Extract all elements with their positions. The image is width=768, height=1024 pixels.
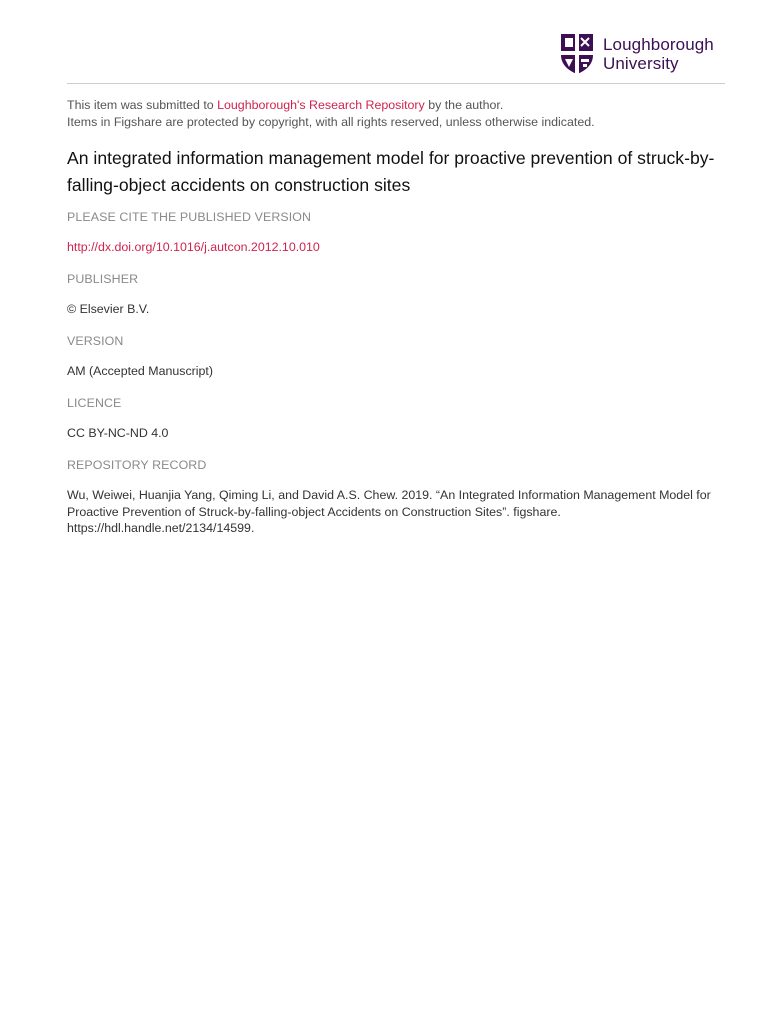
university-logo [560,33,714,75]
notice-suffix: by the author. [424,98,504,112]
repository-record-label: REPOSITORY RECORD [67,458,207,472]
logo-line-1: Loughborough [603,35,714,54]
notice-line-1 [67,97,595,114]
university-wordmark [603,35,714,73]
publisher-label: PUBLISHER [67,272,139,286]
submission-notice [67,97,595,131]
logo-line-2: University [603,54,679,73]
version-value: AM (Accepted Manuscript) [67,364,213,378]
licence-value: CC BY-NC-ND 4.0 [67,426,169,440]
item-title: An integrated information management model for proactive prevention of struck-by-falling-object accidents on construction sites [67,148,715,195]
doi-link[interactable]: http://dx.doi.org/10.1016/j.autcon.2012.10.010 [67,240,320,254]
repository-record-value: Wu, Weiwei, Huanjia Yang, Qiming Li, and David A.S. Chew. 2019. “An Integrated Information Management Model for Proactive Prevention of Struck-by-falling-object Accidents on Construction Sites”. figshare. https://hdl.handle.net/2134/14599. [67,488,711,536]
notice-prefix: This item was submitted to [67,98,218,112]
licence-label: LICENCE [67,396,122,410]
publisher-value: © Elsevier B.V. [67,302,150,316]
version-label: VERSION [67,334,124,348]
notice-line-2: Items in Figshare are protected by copyright, with all rights reserved, unless otherwise indicated. [67,115,595,129]
header-divider [67,83,725,84]
university-crest-icon [560,33,594,75]
repository-link[interactable]: Loughborough's Research Repository [217,98,425,112]
cite-label: PLEASE CITE THE PUBLISHED VERSION [67,210,312,224]
